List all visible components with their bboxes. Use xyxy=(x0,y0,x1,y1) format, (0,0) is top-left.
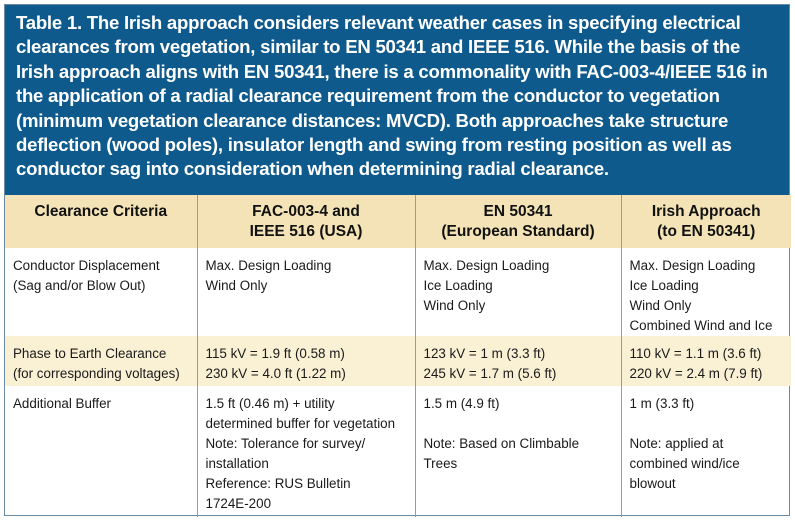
table-cell xyxy=(415,386,621,517)
cell-line: 220 kV = 2.4 m (7.9 ft) xyxy=(629,366,763,381)
cell-line xyxy=(630,414,786,434)
cell-line: 1 m (3.3 ft) xyxy=(629,396,695,411)
cell-line: Phase to Earth Clearance xyxy=(13,346,167,361)
header-irish-approach xyxy=(621,195,791,248)
table-cell xyxy=(621,386,791,517)
cell-line: Note: Tolerance for survey/ xyxy=(205,436,366,451)
cell-line: (for corresponding voltages) xyxy=(13,366,180,381)
cell-line: Conductor Displacement xyxy=(13,258,160,273)
cell-line: Max. Design Loading xyxy=(423,258,550,273)
table-cell xyxy=(197,336,415,386)
header-line: (European Standard) xyxy=(441,223,595,240)
header-line: FAC-003-4 and xyxy=(252,203,360,220)
cell-line: Additional Buffer xyxy=(13,396,112,411)
table-row xyxy=(5,386,791,517)
header-en50341 xyxy=(415,195,621,248)
cell-line: Max. Design Loading xyxy=(205,258,332,273)
cell-line: Reference: RUS Bulletin xyxy=(205,476,351,491)
cell-line: Max. Design Loading xyxy=(629,258,756,273)
cell-line: Note: Based on Climbable xyxy=(423,436,580,451)
cell-line: Ice Loading xyxy=(423,278,493,293)
table-cell xyxy=(5,336,197,386)
header-line: Irish Approach xyxy=(651,203,761,220)
table-cell xyxy=(415,248,621,336)
cell-line: Note: applied at xyxy=(629,436,724,451)
table-cell xyxy=(415,336,621,386)
header-clearance-criteria xyxy=(5,195,197,248)
header-line: (to EN 50341) xyxy=(657,223,756,240)
cell-line: Wind Only xyxy=(423,298,486,313)
cell-line: 245 kV = 1.7 m (5.6 ft) xyxy=(423,366,557,381)
header-line: EN 50341 xyxy=(483,203,553,220)
cell-line: Combined Wind and Ice xyxy=(629,318,773,333)
cell-line: 123 kV = 1 m (3.3 ft) xyxy=(423,346,546,361)
cell-line: installation xyxy=(205,456,269,471)
header-fac-ieee xyxy=(197,195,415,248)
table-cell xyxy=(197,386,415,517)
table-caption: Table 1. The Irish approach considers relevant weather cases in specifying electrical clearances from vegetation, similar to EN 50341 and IEEE 516. While the basis of the Irish approach aligns with EN 50341, there is a commonality with FAC-003-4/IEEE 516 in the application of a radial clearance requirement from the conductor to vegetation (minimum vegetation clearance distances: MVCD). Both approaches take structure deflection (wood poles), insulator length and swing from resting position as well as conductor sag into consideration when determining radial clearance. xyxy=(5,5,789,195)
table-cell xyxy=(621,336,791,386)
header-line: IEEE 516 (USA) xyxy=(249,223,363,240)
table-cell xyxy=(5,386,197,517)
table-row xyxy=(5,248,791,336)
table-cell xyxy=(5,248,197,336)
cell-line xyxy=(424,414,615,434)
header-row xyxy=(5,195,791,248)
clearance-table xyxy=(5,195,791,517)
cell-line: 1724E-200 xyxy=(205,496,272,511)
table-row xyxy=(5,336,791,386)
cell-line: (Sag and/or Blow Out) xyxy=(13,278,146,293)
cell-line: Wind Only xyxy=(205,278,268,293)
cell-line: combined wind/ice xyxy=(629,456,740,471)
cell-line: Ice Loading xyxy=(629,278,699,293)
cell-line: determined buffer for vegetation xyxy=(205,416,396,431)
clearance-table-figure xyxy=(4,4,790,516)
table-cell xyxy=(197,248,415,336)
table-cell xyxy=(621,248,791,336)
cell-line: 1.5 ft (0.46 m) + utility xyxy=(205,396,335,411)
header-line: Clearance Criteria xyxy=(34,203,168,220)
cell-line: blowout xyxy=(629,476,676,491)
cell-line: 1.5 m (4.9 ft) xyxy=(423,396,500,411)
cell-line: 115 kV = 1.9 ft (0.58 m) xyxy=(205,346,345,361)
cell-line: 110 kV = 1.1 m (3.6 ft) xyxy=(629,346,762,361)
cell-line: Trees xyxy=(423,456,458,471)
cell-line: Wind Only xyxy=(629,298,692,313)
cell-line: 230 kV = 4.0 ft (1.22 m) xyxy=(205,366,346,381)
